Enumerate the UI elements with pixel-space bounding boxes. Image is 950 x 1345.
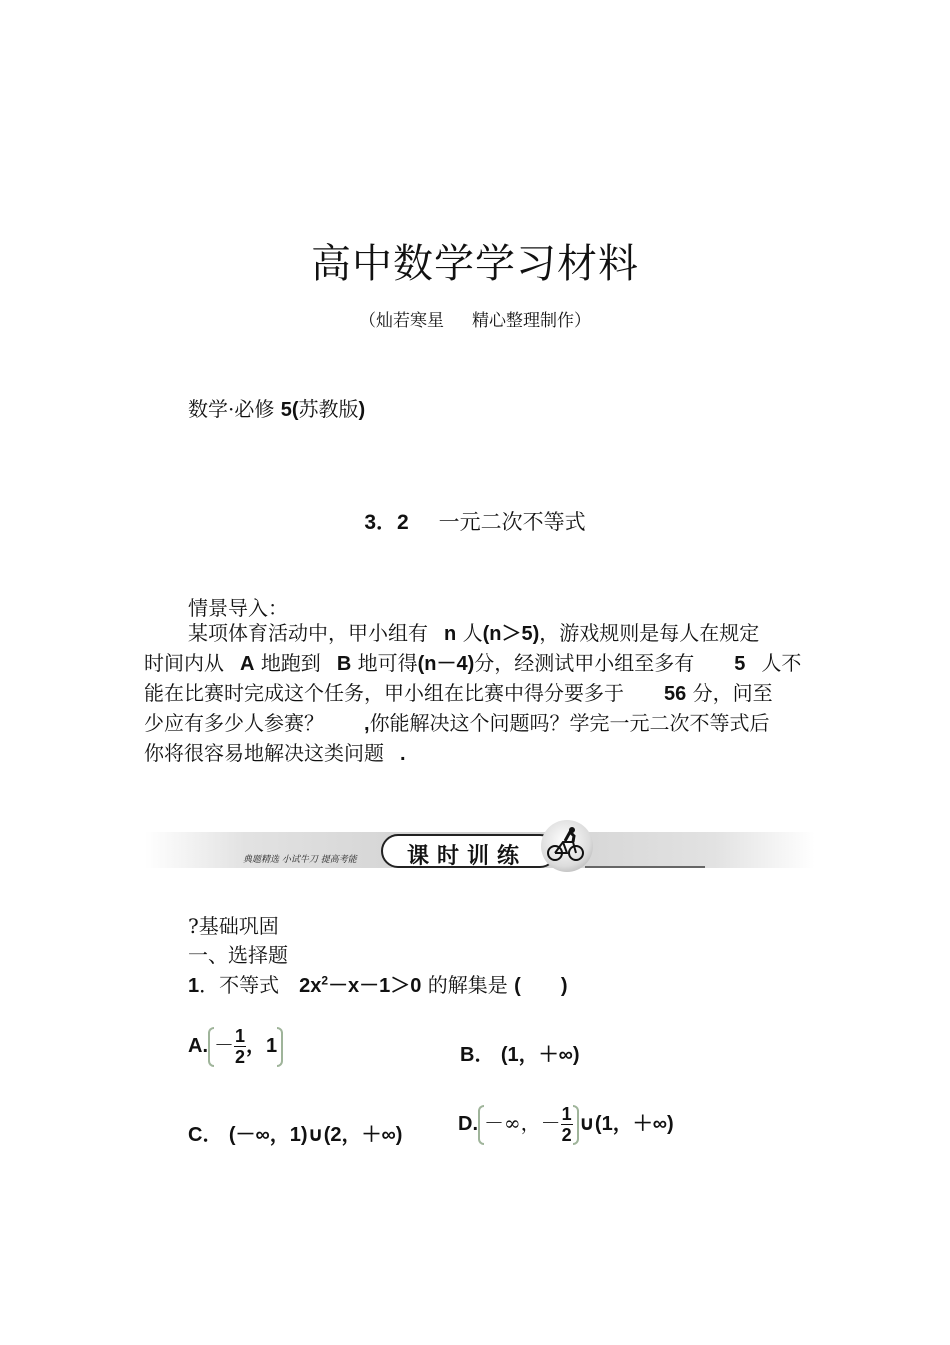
option-d bbox=[458, 1104, 674, 1145]
scene-punct: , bbox=[364, 713, 370, 735]
option-label: A. bbox=[188, 1035, 208, 1057]
option-value-tail: ∪(1，＋∞) bbox=[578, 1113, 674, 1135]
option-label: D. bbox=[458, 1113, 478, 1135]
scene-text: 时间内从 bbox=[144, 651, 224, 675]
cyclist-icon bbox=[543, 826, 589, 864]
course-line bbox=[188, 393, 365, 422]
scene-number: 56 bbox=[664, 683, 687, 705]
option-value: (－∞，1)∪(2，＋∞) bbox=[228, 1124, 403, 1146]
option-value: (1，＋∞) bbox=[500, 1044, 580, 1066]
scene-text: 你将很容易地解决这类问题 bbox=[144, 741, 384, 765]
section-title: 一元二次不等式 bbox=[438, 510, 586, 534]
scene-label: 情景导入： bbox=[188, 596, 288, 620]
course-volume: 5( bbox=[280, 399, 299, 421]
scene-text: 地可得 bbox=[357, 651, 418, 675]
scene-text: 人不 bbox=[761, 651, 802, 675]
scene-text: 人 bbox=[462, 621, 483, 645]
lesson-banner bbox=[145, 812, 815, 878]
question-type-heading: 一、选择题 bbox=[188, 943, 288, 967]
course-edition: 苏教版 bbox=[298, 397, 359, 421]
scene-line-1 bbox=[144, 619, 824, 649]
basic-heading: ?基础巩固 bbox=[188, 914, 279, 938]
scene-var: n bbox=[444, 623, 457, 645]
option-value: ，1 bbox=[246, 1035, 278, 1057]
banner-tagline: 典题精选 小试牛刀 提高考能 bbox=[243, 855, 357, 865]
fraction-numerator: 1 bbox=[561, 1104, 572, 1124]
answer-blank: ( ) bbox=[514, 975, 568, 997]
scene-point-b: B bbox=[336, 653, 352, 675]
question-exponent: 2 bbox=[321, 973, 329, 988]
scene-line-4 bbox=[144, 709, 824, 739]
scene-number: 5 bbox=[734, 653, 746, 675]
scene-score: (n－4) bbox=[417, 653, 475, 675]
scene-text: 你能解决这个问题吗？学完一元二次不等式后 bbox=[369, 711, 770, 735]
scene-text: 某项体育活动中，甲小组有 bbox=[188, 621, 428, 645]
scene-line-3 bbox=[144, 679, 824, 709]
option-label: C． bbox=[188, 1124, 223, 1146]
scene-text: 分，问至 bbox=[692, 681, 773, 705]
question-number: 1 bbox=[188, 975, 200, 997]
question-dot: ． bbox=[199, 973, 220, 997]
scene-text: 分，经测试甲小组至多有 bbox=[474, 651, 695, 675]
question-expression: 2x bbox=[299, 975, 322, 997]
banner-title: 课时训练 bbox=[407, 843, 528, 869]
fraction bbox=[561, 1104, 573, 1145]
right-paren bbox=[277, 1027, 283, 1067]
banner-rule bbox=[585, 866, 705, 868]
course-close: ) bbox=[358, 399, 366, 421]
question-expression-tail: －x－1＞0 bbox=[328, 975, 422, 997]
scene-punct: . bbox=[400, 743, 406, 765]
question-text: 不等式 bbox=[219, 973, 280, 997]
scene-line-2 bbox=[144, 649, 824, 679]
fraction-numerator: 1 bbox=[235, 1026, 246, 1046]
option-b bbox=[460, 1038, 580, 1067]
fraction-denominator: 2 bbox=[561, 1125, 572, 1145]
option-c bbox=[188, 1118, 402, 1147]
page-title: 高中数学学习材料 bbox=[311, 241, 639, 287]
scene-text: 地跑到 bbox=[260, 651, 321, 675]
scene-line-5 bbox=[144, 739, 824, 769]
option-label: B． bbox=[460, 1044, 495, 1066]
fraction-denominator: 2 bbox=[235, 1047, 246, 1067]
option-sign: － bbox=[214, 1033, 234, 1057]
option-value: －∞，－ bbox=[484, 1111, 561, 1135]
fraction bbox=[234, 1026, 246, 1067]
subtitle-part-2: 精心整理制作） bbox=[472, 311, 591, 331]
scene-text: ，游戏规则是每人在规定 bbox=[539, 621, 760, 645]
scene-text: 能在比赛时完成这个任务，甲小组在比赛中得分要多于 bbox=[144, 681, 624, 705]
section-heading bbox=[0, 506, 950, 536]
scene-paragraph bbox=[144, 619, 824, 769]
scene-condition: (n＞5) bbox=[482, 623, 540, 645]
subtitle-part-1: （灿若寒星 bbox=[359, 311, 444, 331]
question-tail: 的解集是 bbox=[427, 973, 508, 997]
page-subtitle bbox=[0, 306, 950, 331]
scene-text: 少应有多少人参赛？ bbox=[144, 711, 324, 735]
course-prefix: 数学·必修 bbox=[188, 397, 275, 421]
option-a bbox=[188, 1026, 283, 1067]
scene-point-a: A bbox=[240, 653, 255, 675]
question-1 bbox=[188, 969, 567, 998]
section-number: 3．2 bbox=[364, 511, 409, 534]
